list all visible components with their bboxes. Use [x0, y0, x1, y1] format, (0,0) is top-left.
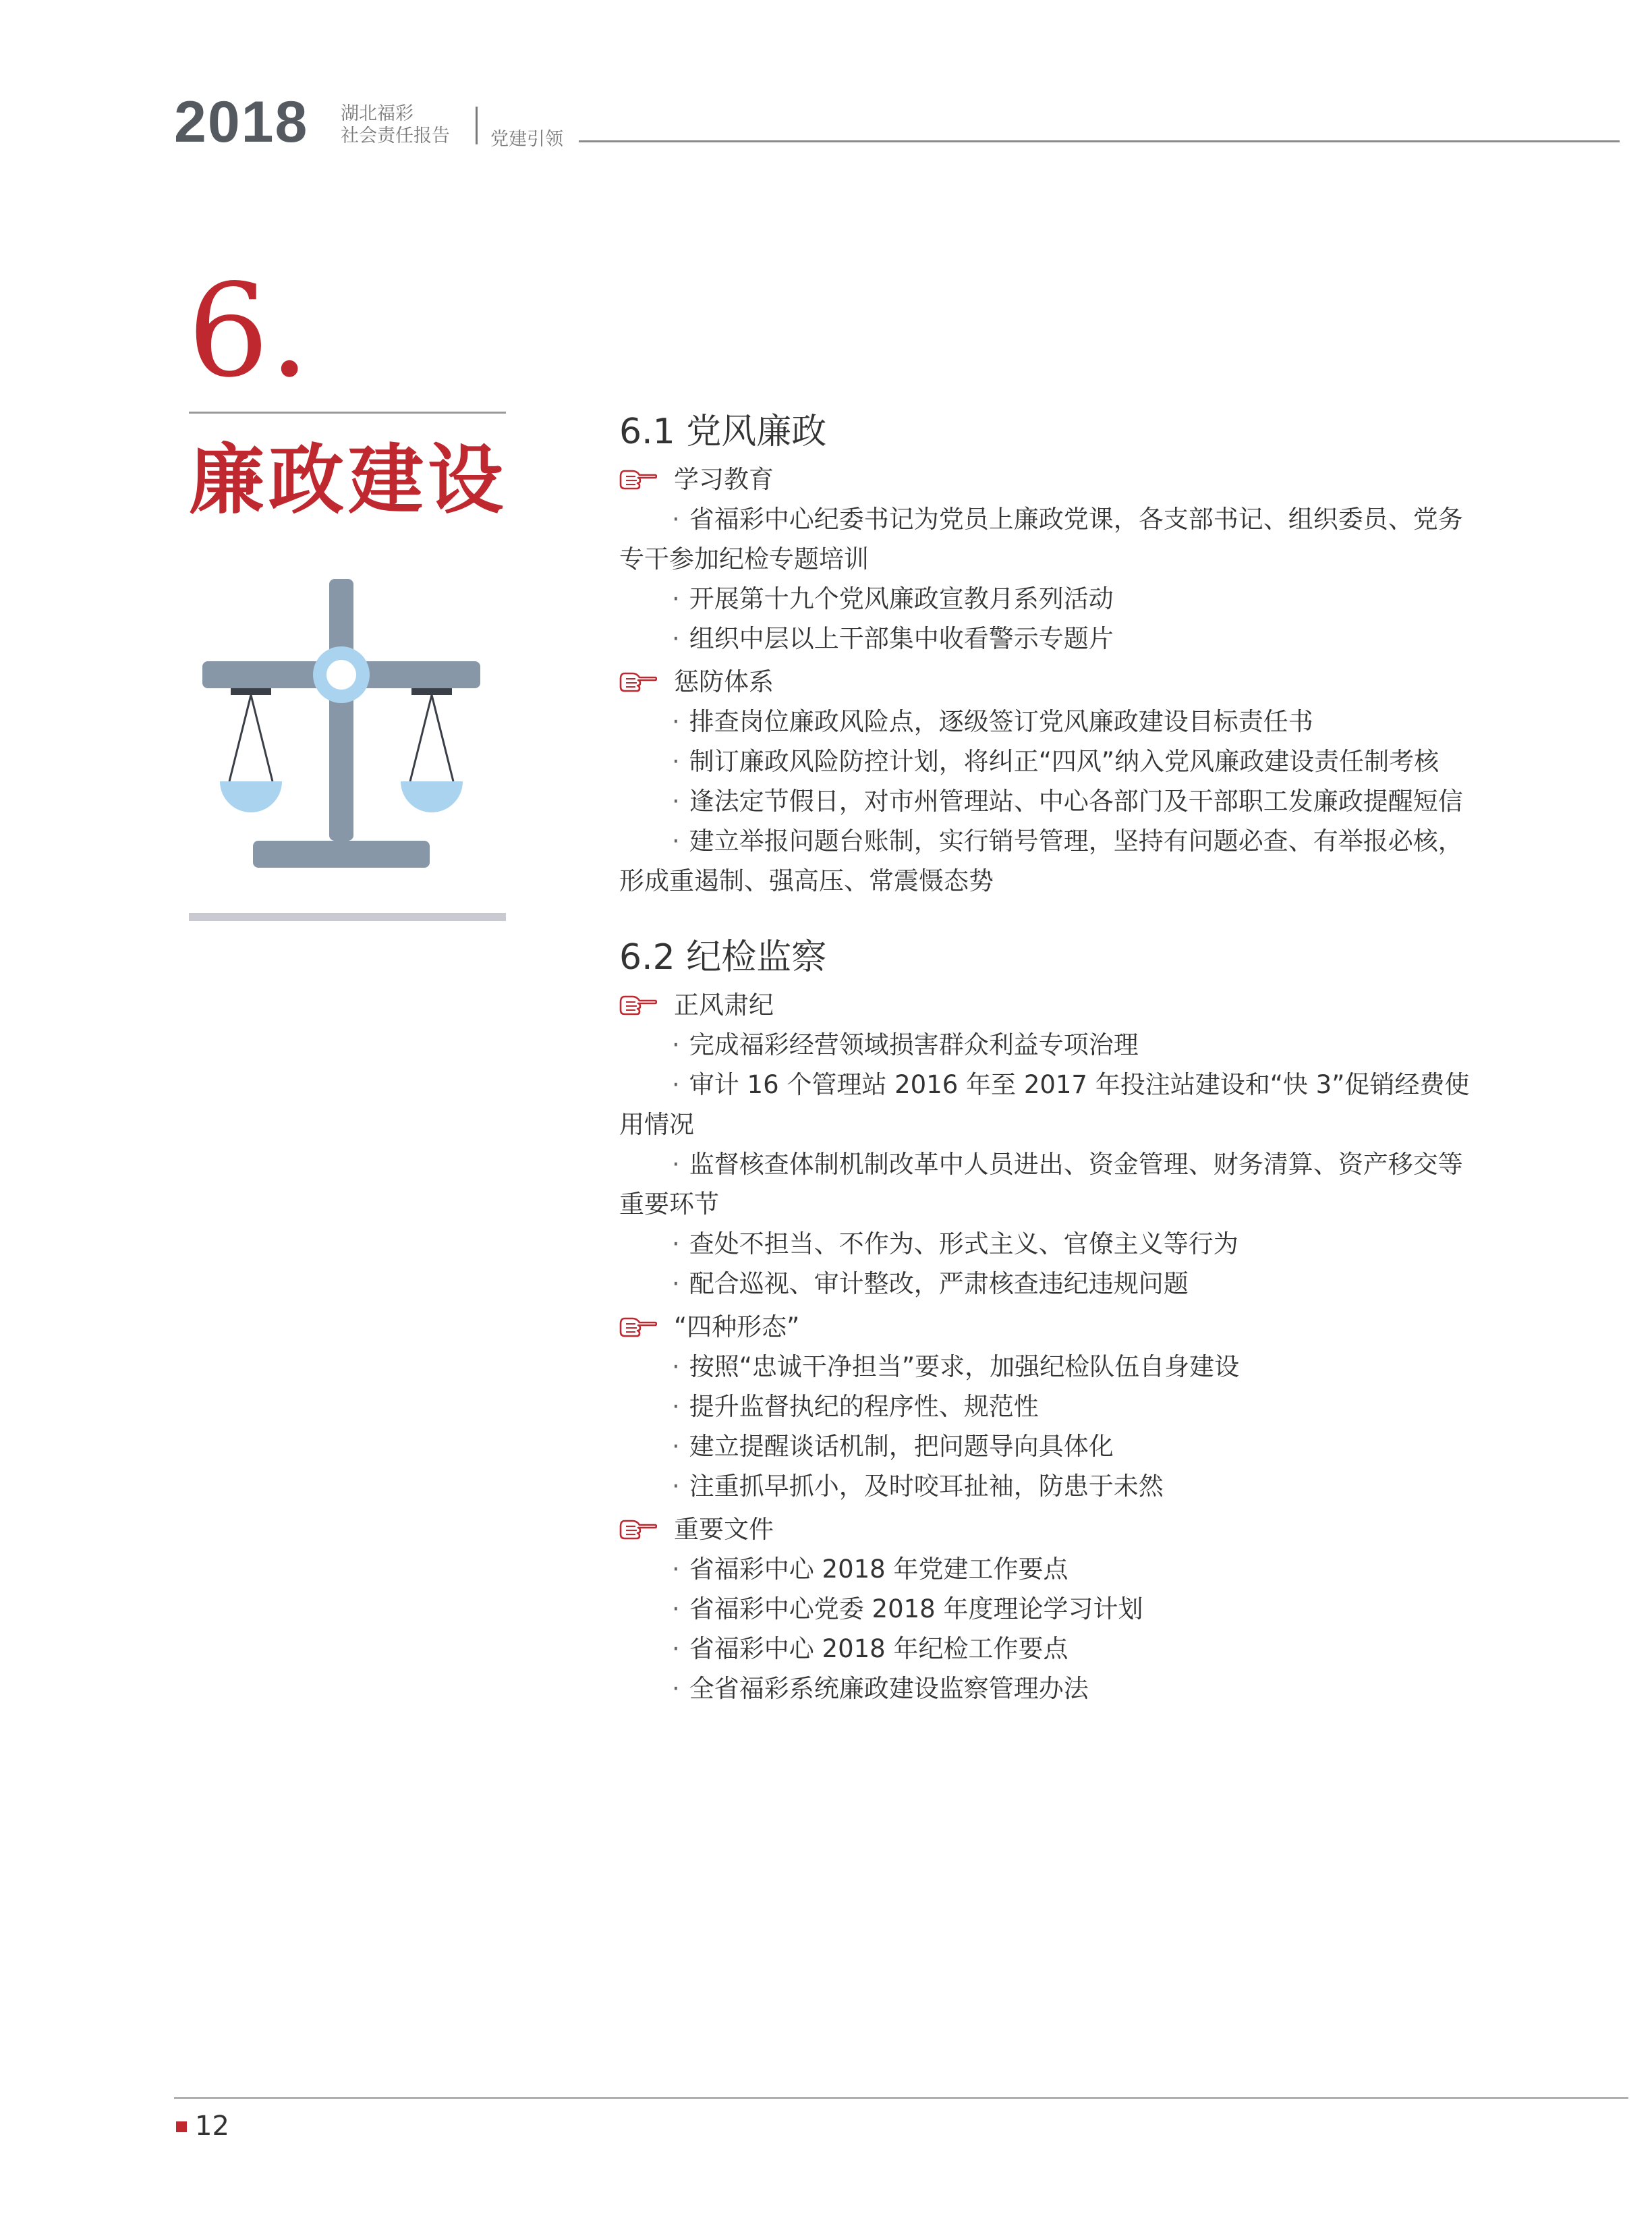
list-item: · 组织中层以上干部集中收看警示专题片 — [672, 624, 1114, 653]
subsection-title: 正风肃纪 — [674, 991, 774, 1020]
subsection-heading — [619, 1510, 1483, 1549]
bullet-list — [619, 1549, 1483, 1708]
list-item: · 监督核查体制机制改革中人员进出、资金管理、财务清算、资产移交等重要环节 — [619, 1150, 1463, 1219]
bullet-list — [619, 702, 1483, 901]
list-item: · 建立提醒谈话机制，把问题导向具体化 — [672, 1432, 1114, 1461]
report-org-title — [341, 103, 450, 147]
bullet-dot: · — [672, 747, 680, 776]
list-item: · 查处不担当、不作为、形式主义、官僚主义等行为 — [672, 1229, 1238, 1258]
bullet-dot: · — [672, 707, 680, 736]
bullet-list — [619, 1347, 1483, 1506]
pointing-hand-icon — [619, 470, 657, 490]
section-title: 6.2 纪检监察 — [619, 937, 827, 978]
list-item: · 制订廉政风险防控计划，将纠正“四风”纳入党风廉政建设责任制考核 — [672, 747, 1440, 776]
bullet-dot: · — [672, 584, 680, 613]
header-section-name: 党建引领 — [490, 129, 563, 150]
list-item: · 提升监督执纪的程序性、规范性 — [672, 1392, 1039, 1421]
pointing-hand-icon — [619, 672, 657, 692]
org-line-1: 湖北福彩 — [341, 103, 414, 124]
list-item: · 排查岗位廉政风险点，逐级签订党风廉政建设目标责任书 — [672, 707, 1313, 736]
footer-rule — [174, 2097, 1628, 2099]
chapter-divider-top — [189, 412, 506, 414]
chapter-number: 6. — [188, 256, 310, 406]
chapter-divider-bottom — [189, 913, 506, 921]
bullet-dot: · — [672, 1634, 680, 1663]
bullet-dot: · — [672, 1594, 680, 1623]
pointing-hand-icon — [619, 995, 657, 1015]
list-item: · 审计 16 个管理站 2016 年至 2017 年投注站建设和“快 3”促销经费使用情况 — [619, 1070, 1470, 1139]
bullet-dot: · — [672, 505, 680, 534]
bullet-dot: · — [672, 1150, 680, 1179]
bullet-dot: · — [672, 1229, 680, 1258]
list-item: · 完成福彩经营领域损害群众利益专项治理 — [672, 1030, 1139, 1059]
subsection-title: 重要文件 — [674, 1515, 774, 1544]
list-item: · 开展第十九个党风廉政宣教月系列活动 — [672, 584, 1114, 613]
pointing-hand-icon — [619, 1520, 657, 1540]
subsection-heading — [619, 460, 1483, 499]
bullet-dot: · — [672, 1432, 680, 1461]
page-marker-square — [176, 2121, 187, 2132]
subsection-heading — [619, 663, 1483, 702]
bullet-dot: · — [672, 1269, 680, 1298]
bullet-dot: · — [672, 1555, 680, 1584]
subsection-title: 惩防体系 — [674, 667, 774, 696]
list-item: · 全省福彩系统廉政建设监察管理办法 — [672, 1674, 1089, 1703]
list-item: · 省福彩中心 2018 年党建工作要点 — [672, 1555, 1069, 1584]
scales-of-justice-icon — [200, 579, 483, 876]
pointing-hand-icon — [619, 1317, 657, 1337]
bullet-dot: · — [672, 1392, 680, 1421]
bullet-list — [619, 499, 1483, 659]
bullet-dot: · — [672, 624, 680, 653]
list-item: · 省福彩中心党委 2018 年度理论学习计划 — [672, 1594, 1143, 1623]
bullet-dot: · — [672, 1030, 680, 1059]
bullet-dot: · — [672, 1070, 680, 1099]
subsection-title: 学习教育 — [674, 465, 774, 494]
header-separator — [476, 107, 478, 144]
header-rule — [579, 140, 1620, 142]
subsection-heading — [619, 1308, 1483, 1347]
list-item: · 按照“忠诚干净担当”要求，加强纪检队伍自身建设 — [672, 1352, 1240, 1381]
list-item: · 配合巡视、审计整改，严肃核查违纪违规问题 — [672, 1269, 1189, 1298]
bullet-dot: · — [672, 787, 680, 816]
list-item: · 逢法定节假日，对市州管理站、中心各部门及干部职工发廉政提醒短信 — [672, 787, 1463, 816]
subsection-heading — [619, 986, 1483, 1025]
bullet-dot: · — [672, 1352, 680, 1381]
section-title: 6.1 党风廉政 — [619, 412, 827, 452]
bullet-dot: · — [672, 1472, 680, 1501]
list-item: · 注重抓早抓小，及时咬耳扯袖，防患于未然 — [672, 1472, 1164, 1501]
report-year: 2018 — [174, 90, 309, 155]
list-item: · 建立举报问题台账制，实行销号管理，坚持有问题必查、有举报必核，形成重遏制、强高压、常震慑态势 — [619, 827, 1463, 895]
bullet-dot: · — [672, 827, 680, 856]
content-column — [619, 408, 1483, 1708]
list-item: · 省福彩中心纪委书记为党员上廉政党课，各支部书记、组织委员、党务专干参加纪检专题培训 — [619, 505, 1463, 574]
subsection-title: “四种形态” — [674, 1312, 800, 1341]
bullet-list — [619, 1025, 1483, 1304]
list-item: · 省福彩中心 2018 年纪检工作要点 — [672, 1634, 1069, 1663]
org-line-2: 社会责任报告 — [341, 126, 450, 146]
bullet-dot: · — [672, 1674, 680, 1703]
page-number: 12 — [195, 2111, 229, 2142]
chapter-title: 廉政建设 — [189, 436, 507, 524]
